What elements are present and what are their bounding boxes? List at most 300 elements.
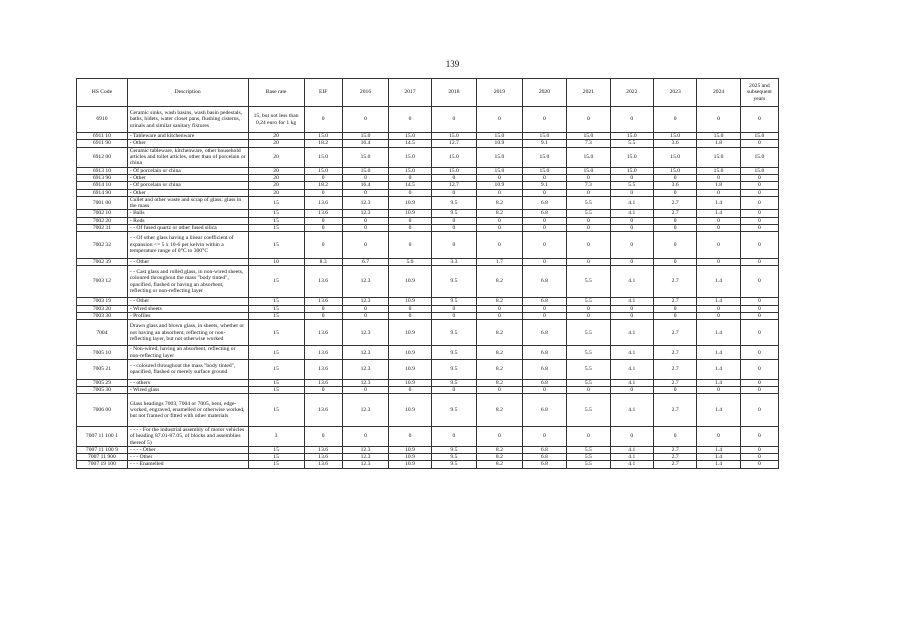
page-number: 139: [445, 59, 460, 69]
hs-code-cell: 7002 31: [77, 225, 128, 232]
rate-cell: 0: [740, 426, 778, 446]
description-cell: - - Other: [127, 298, 248, 305]
base-rate-cell: 15: [248, 320, 304, 346]
rate-cell: 10.9: [389, 379, 431, 386]
rate-cell: 15.0: [653, 167, 696, 174]
rate-cell: 6.7: [342, 258, 389, 265]
description-cell: - - - - For the industrial assembly of motor vehicles of heading 87.01-87.05, of blocks and assemblies thereof 5): [127, 426, 248, 446]
rate-cell: 0: [740, 454, 778, 461]
rate-cell: 0: [431, 305, 477, 312]
rate-cell: 12.3: [342, 379, 389, 386]
rate-cell: 13.6: [304, 454, 342, 461]
rate-cell: 15.0: [431, 147, 477, 167]
rate-cell: 1.4: [697, 346, 740, 360]
description-cell: - - Of other glass having a linear coefficient of expansion <= 5 x 10-6 per kelvin within a temperature range of 0°C to 300°C: [127, 232, 248, 258]
rate-cell: 15.0: [697, 147, 740, 167]
rate-cell: 4.1: [610, 210, 653, 217]
rate-cell: 12.3: [342, 454, 389, 461]
rate-cell: 9.5: [431, 461, 477, 468]
rate-cell: 5.5: [567, 446, 610, 453]
rate-cell: 0: [697, 426, 740, 446]
rate-cell: 9.5: [431, 196, 477, 210]
rate-cell: 0: [740, 258, 778, 265]
rate-cell: 2.7: [653, 360, 696, 380]
rate-cell: 0: [567, 258, 610, 265]
rate-cell: 6.8: [522, 210, 566, 217]
rate-cell: 0: [697, 258, 740, 265]
rate-cell: 6.8: [522, 379, 566, 386]
rate-cell: 0: [567, 217, 610, 224]
rate-cell: 0: [431, 189, 477, 196]
rate-cell: 2.7: [653, 454, 696, 461]
rate-cell: 5.5: [567, 394, 610, 427]
description-cell: Glass headings 7003, 7004 or 7005, bent, edge-worked, engraved, enamelled or otherwise worked, but not framed or fitted with other materials: [127, 394, 248, 427]
description-cell: - - - - Other: [127, 446, 248, 453]
rate-cell: 7.3: [567, 140, 610, 147]
hs-code-cell: 7002 10: [77, 210, 128, 217]
rate-cell: 15.0: [522, 147, 566, 167]
rate-cell: 10.9: [389, 320, 431, 346]
table-row: [77, 232, 779, 258]
rate-cell: 0: [610, 232, 653, 258]
table-row: [77, 394, 779, 427]
header-row: [77, 79, 779, 107]
rate-cell: 0: [567, 189, 610, 196]
rate-cell: 15.0: [567, 167, 610, 174]
hs-code-cell: 7007 11 100 9: [77, 446, 128, 453]
hs-code-cell: 7005 29: [77, 379, 128, 386]
rate-cell: 10.9: [477, 182, 523, 189]
header-cell: 2017: [389, 79, 431, 107]
base-rate-cell: 15: [248, 210, 304, 217]
hs-code-cell: 6913 10: [77, 167, 128, 174]
rate-cell: 10.9: [477, 140, 523, 147]
rate-cell: 15.0: [697, 133, 740, 140]
rate-cell: 13.6: [304, 265, 342, 298]
rate-cell: 10.9: [389, 298, 431, 305]
base-rate-cell: 10: [248, 258, 304, 265]
rate-cell: 13.6: [304, 298, 342, 305]
rate-cell: 0: [431, 312, 477, 319]
description-cell: - Of porcelain or china: [127, 182, 248, 189]
rate-cell: 0: [342, 189, 389, 196]
rate-cell: 0: [653, 189, 696, 196]
rate-cell: 16.4: [342, 182, 389, 189]
rate-cell: 5.0: [389, 258, 431, 265]
rate-cell: 0: [522, 387, 566, 394]
rate-cell: 10.9: [389, 446, 431, 453]
rate-cell: 0: [342, 217, 389, 224]
hs-code-cell: 7007 11 100 1: [77, 426, 128, 446]
rate-cell: 0: [610, 217, 653, 224]
hs-code-cell: 6911 10: [77, 133, 128, 140]
rate-cell: 6.8: [522, 394, 566, 427]
table-row: [77, 174, 779, 181]
rate-cell: 0: [740, 217, 778, 224]
rate-cell: 12.3: [342, 320, 389, 346]
base-rate-cell: 15: [248, 387, 304, 394]
rate-cell: 4.1: [610, 394, 653, 427]
rate-cell: 0: [697, 232, 740, 258]
rate-cell: 9.1: [522, 182, 566, 189]
rate-cell: 0: [697, 305, 740, 312]
header-cell: 2021: [567, 79, 610, 107]
rate-cell: 6.8: [522, 346, 566, 360]
rate-cell: 0: [740, 312, 778, 319]
rate-cell: 0: [567, 225, 610, 232]
rate-cell: 0: [697, 217, 740, 224]
base-rate-cell: 15: [248, 379, 304, 386]
rate-cell: 0: [304, 107, 342, 133]
rate-cell: 1.7: [477, 258, 523, 265]
description-cell: Cullet and other waste and scrap of glass; glass in the mass: [127, 196, 248, 210]
rate-cell: 0: [342, 426, 389, 446]
rate-cell: 0: [740, 140, 778, 147]
rate-cell: 0: [522, 232, 566, 258]
rate-cell: 9.5: [431, 265, 477, 298]
rate-cell: 0: [610, 305, 653, 312]
rate-cell: 5.5: [567, 265, 610, 298]
base-rate-cell: 20: [248, 167, 304, 174]
rate-cell: 0: [567, 232, 610, 258]
rate-cell: 0: [342, 305, 389, 312]
hs-code-cell: 7004: [77, 320, 128, 346]
rate-cell: 6.8: [522, 360, 566, 380]
rate-cell: 9.5: [431, 394, 477, 427]
rate-cell: 0: [304, 217, 342, 224]
table-row: [77, 217, 779, 224]
rate-cell: 0: [610, 107, 653, 133]
rate-cell: 15.0: [697, 167, 740, 174]
rate-cell: 0: [740, 346, 778, 360]
base-rate-cell: 20: [248, 182, 304, 189]
hs-code-cell: 7002 20: [77, 217, 128, 224]
rate-cell: 6.8: [522, 320, 566, 346]
rate-cell: 0: [653, 305, 696, 312]
rate-cell: 15.0: [431, 133, 477, 140]
base-rate-cell: 15: [248, 454, 304, 461]
rate-cell: 0: [431, 426, 477, 446]
description-cell: - Rods: [127, 217, 248, 224]
description-cell: - Other: [127, 189, 248, 196]
rate-cell: 14.5: [389, 182, 431, 189]
rate-cell: 15.0: [653, 133, 696, 140]
hs-code-cell: 7006 00: [77, 394, 128, 427]
rate-cell: 8.2: [477, 210, 523, 217]
rate-cell: 5.5: [610, 182, 653, 189]
description-cell: - - - Other: [127, 454, 248, 461]
rate-cell: 1.4: [697, 454, 740, 461]
header-cell: 2022: [610, 79, 653, 107]
rate-cell: 15.0: [304, 147, 342, 167]
rate-cell: 0: [522, 225, 566, 232]
rate-cell: 15.0: [477, 147, 523, 167]
rate-cell: 0: [610, 174, 653, 181]
rate-cell: 15.0: [522, 133, 566, 140]
base-rate-cell: 15: [248, 446, 304, 453]
rate-cell: 0: [567, 305, 610, 312]
rate-cell: 2.7: [653, 298, 696, 305]
rate-cell: 8.2: [477, 320, 523, 346]
rate-cell: 0: [740, 107, 778, 133]
rate-cell: 10.9: [389, 394, 431, 427]
rate-cell: 0: [522, 312, 566, 319]
rate-cell: 0: [522, 189, 566, 196]
rate-cell: 0: [740, 320, 778, 346]
rate-cell: 1.4: [697, 461, 740, 468]
rate-cell: 4.1: [610, 298, 653, 305]
rate-cell: 0: [477, 217, 523, 224]
rate-cell: 10.9: [389, 454, 431, 461]
hs-code-cell: 6914 10: [77, 182, 128, 189]
rate-cell: 15.0: [740, 167, 778, 174]
hs-code-cell: 6914 90: [77, 189, 128, 196]
rate-cell: 5.5: [567, 210, 610, 217]
base-rate-cell: 15, but not less than 0,24 euro for 1 kg: [248, 107, 304, 133]
base-rate-cell: 15: [248, 394, 304, 427]
rate-cell: 4.1: [610, 196, 653, 210]
rate-cell: 0: [431, 232, 477, 258]
rate-cell: 15.0: [610, 133, 653, 140]
rate-cell: 15.0: [389, 147, 431, 167]
header-cell: 2019: [477, 79, 523, 107]
rate-cell: 0: [522, 107, 566, 133]
rate-cell: 0: [653, 232, 696, 258]
tariff-table: [76, 78, 779, 469]
rate-cell: 0: [389, 305, 431, 312]
rate-cell: 0: [342, 387, 389, 394]
header-cell: 2024: [697, 79, 740, 107]
base-rate-cell: 3: [248, 426, 304, 446]
rate-cell: 0: [522, 174, 566, 181]
rate-cell: 0: [610, 189, 653, 196]
rate-cell: 3.6: [653, 182, 696, 189]
rate-cell: 0: [431, 225, 477, 232]
rate-cell: 0: [740, 360, 778, 380]
rate-cell: 0: [740, 265, 778, 298]
rate-cell: 8.2: [477, 346, 523, 360]
rate-cell: 6.8: [522, 196, 566, 210]
hs-code-cell: 7003 12: [77, 265, 128, 298]
header-cell: Base rate: [248, 79, 304, 107]
rate-cell: 12.3: [342, 346, 389, 360]
rate-cell: 0: [697, 387, 740, 394]
rate-cell: 1.4: [697, 265, 740, 298]
rate-cell: 4.1: [610, 379, 653, 386]
header-cell: 2020: [522, 79, 566, 107]
rate-cell: 7.3: [567, 182, 610, 189]
hs-code-cell: 7002 32: [77, 232, 128, 258]
description-cell: Ceramic sinks, wash basins, wash basin pedestals, baths, bidets, water closet pans, flushing cisterns, urinals and similar sanitary fixtures: [127, 107, 248, 133]
table-row: [77, 446, 779, 453]
rate-cell: 0: [610, 426, 653, 446]
rate-cell: 5.5: [567, 320, 610, 346]
table-row: [77, 107, 779, 133]
rate-cell: 0: [477, 174, 523, 181]
rate-cell: 4.1: [610, 461, 653, 468]
rate-cell: 0: [389, 426, 431, 446]
rate-cell: 13.6: [304, 360, 342, 380]
rate-cell: 0: [740, 225, 778, 232]
rate-cell: 2.7: [653, 394, 696, 427]
rate-cell: 0: [389, 189, 431, 196]
rate-cell: 0: [740, 196, 778, 210]
rate-cell: 8.2: [477, 360, 523, 380]
rate-cell: 0: [389, 107, 431, 133]
rate-cell: 0: [389, 232, 431, 258]
rate-cell: 5.5: [567, 454, 610, 461]
hs-code-cell: 6910: [77, 107, 128, 133]
rate-cell: 6.8: [522, 265, 566, 298]
rate-cell: 13.6: [304, 320, 342, 346]
description-cell: - Profiles: [127, 312, 248, 319]
hs-code-cell: 7005 21: [77, 360, 128, 380]
rate-cell: 12.7: [431, 182, 477, 189]
hs-code-cell: 7007 11 900: [77, 454, 128, 461]
table-row: [77, 298, 779, 305]
table-row: [77, 305, 779, 312]
rate-cell: 6.8: [522, 298, 566, 305]
rate-cell: 0: [653, 225, 696, 232]
rate-cell: 13.6: [304, 210, 342, 217]
rate-cell: 15.0: [522, 167, 566, 174]
rate-cell: 5.5: [567, 298, 610, 305]
table-row: [77, 387, 779, 394]
rate-cell: 1.4: [697, 196, 740, 210]
base-rate-cell: 15: [248, 312, 304, 319]
table-row: [77, 258, 779, 265]
rate-cell: 0: [697, 107, 740, 133]
rate-cell: 12.3: [342, 265, 389, 298]
rate-cell: 0: [342, 174, 389, 181]
rate-cell: 2.7: [653, 265, 696, 298]
table-row: [77, 210, 779, 217]
base-rate-cell: 15: [248, 346, 304, 360]
table-row: [77, 167, 779, 174]
hs-code-cell: 7003 30: [77, 312, 128, 319]
rate-cell: 1.4: [697, 446, 740, 453]
rate-cell: 5.5: [567, 196, 610, 210]
rate-cell: 2.7: [653, 346, 696, 360]
rate-cell: 1.4: [697, 210, 740, 217]
rate-cell: 0: [740, 189, 778, 196]
rate-cell: 1.8: [697, 140, 740, 147]
rate-cell: 8.2: [477, 394, 523, 427]
rate-cell: 13.6: [304, 394, 342, 427]
rate-cell: 9.5: [431, 298, 477, 305]
rate-cell: 4.1: [610, 446, 653, 453]
rate-cell: 9.5: [431, 320, 477, 346]
base-rate-cell: 15: [248, 196, 304, 210]
hs-code-cell: 7003 20: [77, 305, 128, 312]
table-body: [77, 107, 779, 469]
description-cell: Ceramic tableware, kitchenware, other household articles and toilet articles, other than of porcelain or china: [127, 147, 248, 167]
table-row: [77, 426, 779, 446]
rate-cell: 0: [653, 387, 696, 394]
rate-cell: 18.2: [304, 182, 342, 189]
rate-cell: 13.6: [304, 196, 342, 210]
table-row: [77, 320, 779, 346]
rate-cell: 5.5: [567, 360, 610, 380]
rate-cell: 0: [389, 217, 431, 224]
rate-cell: 8.2: [477, 454, 523, 461]
rate-cell: 5.5: [610, 140, 653, 147]
table-row: [77, 133, 779, 140]
rate-cell: 0: [477, 189, 523, 196]
rate-cell: 12.3: [342, 446, 389, 453]
rate-cell: 8.2: [477, 298, 523, 305]
rate-cell: 5.5: [567, 346, 610, 360]
base-rate-cell: 20: [248, 174, 304, 181]
rate-cell: 8.2: [477, 379, 523, 386]
rate-cell: 4.1: [610, 454, 653, 461]
rate-cell: 0: [431, 174, 477, 181]
header-cell: 2025 and subsequent years: [740, 79, 778, 107]
rate-cell: 15.0: [740, 147, 778, 167]
rate-cell: 0: [653, 174, 696, 181]
hs-code-cell: 7005 30: [77, 387, 128, 394]
rate-cell: 1.8: [697, 182, 740, 189]
rate-cell: 0: [740, 232, 778, 258]
rate-cell: 8.2: [477, 461, 523, 468]
description-cell: - Of porcelain or china: [127, 167, 248, 174]
rate-cell: 2.7: [653, 461, 696, 468]
rate-cell: 0: [477, 387, 523, 394]
header-cell: EIF: [304, 79, 342, 107]
rate-cell: 15.0: [610, 147, 653, 167]
rate-cell: 8.2: [477, 265, 523, 298]
description-cell: - Other: [127, 174, 248, 181]
table-row: [77, 379, 779, 386]
rate-cell: 0: [342, 232, 389, 258]
rate-cell: 0: [740, 461, 778, 468]
rate-cell: 15.0: [431, 167, 477, 174]
rate-cell: 0: [653, 107, 696, 133]
rate-cell: 0: [740, 174, 778, 181]
rate-cell: 9.5: [431, 379, 477, 386]
base-rate-cell: 15: [248, 461, 304, 468]
description-cell: - Tableware and kitchenware: [127, 133, 248, 140]
rate-cell: 0: [740, 182, 778, 189]
description-cell: - Balls: [127, 210, 248, 217]
rate-cell: 2.7: [653, 320, 696, 346]
rate-cell: 6.8: [522, 454, 566, 461]
rate-cell: 0: [567, 312, 610, 319]
description-cell: - - - Enamelled: [127, 461, 248, 468]
rate-cell: 12.3: [342, 210, 389, 217]
table-row: [77, 189, 779, 196]
rate-cell: 0: [697, 225, 740, 232]
base-rate-cell: 20: [248, 133, 304, 140]
rate-cell: 0: [522, 305, 566, 312]
rate-cell: 14.5: [389, 140, 431, 147]
description-cell: - - others: [127, 379, 248, 386]
rate-cell: 15.0: [389, 133, 431, 140]
table-row: [77, 461, 779, 468]
rate-cell: 10.9: [389, 346, 431, 360]
rate-cell: 0: [342, 225, 389, 232]
hs-code-cell: 7001 00: [77, 196, 128, 210]
hs-code-cell: 7005 10: [77, 346, 128, 360]
rate-cell: 0: [522, 258, 566, 265]
rate-cell: 15.0: [342, 167, 389, 174]
description-cell: - Non-wired, having an absorbent, reflecting or non-reflecting layer: [127, 346, 248, 360]
rate-cell: 0: [389, 174, 431, 181]
rate-cell: 0: [477, 305, 523, 312]
rate-cell: 3.3: [431, 258, 477, 265]
rate-cell: 13.6: [304, 379, 342, 386]
rate-cell: 0: [431, 107, 477, 133]
